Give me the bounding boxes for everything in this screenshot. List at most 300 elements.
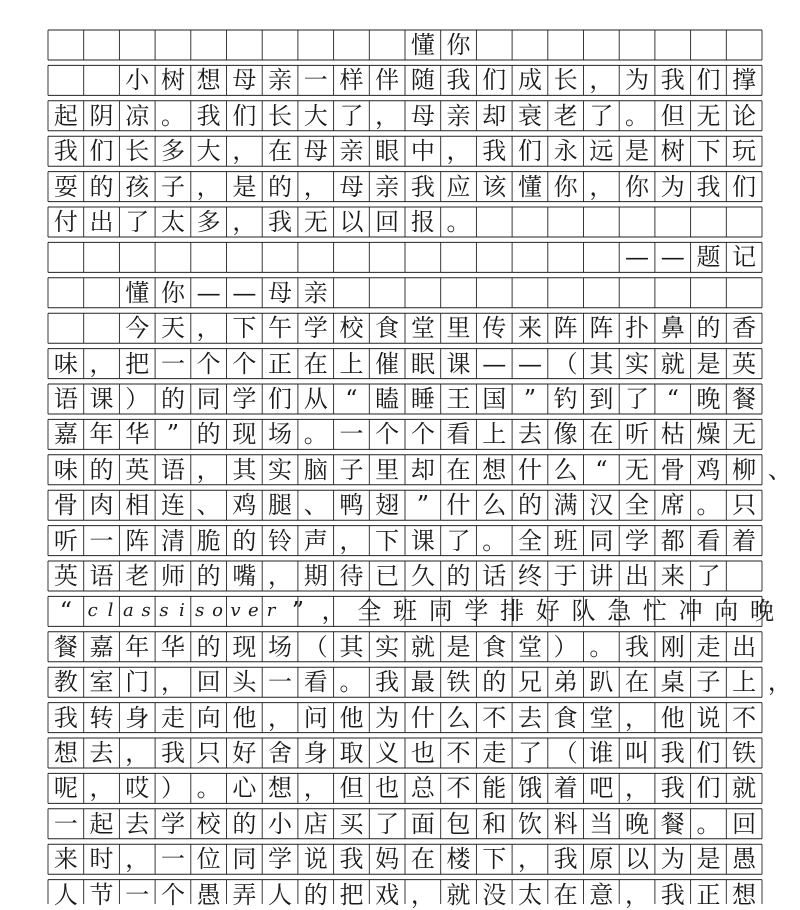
grid-character: 话 bbox=[482, 562, 507, 590]
grid-character: 却 bbox=[482, 101, 507, 130]
grid-character: 忙 bbox=[642, 597, 667, 626]
grid-character: 们 bbox=[482, 66, 507, 95]
grid-character: 了 bbox=[517, 739, 542, 767]
grid-character: 母 bbox=[410, 101, 435, 130]
grid-character: 枯 bbox=[660, 420, 685, 449]
grid-character: — bbox=[232, 278, 257, 307]
essay-line bbox=[48, 101, 762, 131]
grid-character: 买 bbox=[339, 809, 364, 838]
grid-character: 骨 bbox=[53, 491, 78, 520]
grid-character: 走 bbox=[482, 739, 507, 767]
grid-character: 我 bbox=[660, 774, 685, 803]
grid-character: 听 bbox=[53, 526, 78, 555]
grid-character: 回 bbox=[732, 809, 757, 838]
grid-character: 现 bbox=[232, 632, 257, 661]
grid-character: 小 bbox=[125, 66, 150, 95]
grid-character: 燥 bbox=[696, 420, 721, 449]
grid-character: 清 bbox=[160, 526, 185, 555]
grid-character: 去 bbox=[89, 739, 114, 767]
grid-character: 午 bbox=[268, 314, 293, 343]
grid-character: 趴 bbox=[589, 668, 614, 697]
grid-character: 衰 bbox=[517, 101, 542, 130]
grid-character: 。 bbox=[160, 101, 185, 130]
grid-character: e bbox=[247, 600, 259, 622]
grid-character: （ bbox=[303, 632, 328, 661]
grid-character: 实 bbox=[375, 632, 400, 661]
grid-character: 包 bbox=[446, 809, 471, 838]
grid-character: （ bbox=[553, 739, 578, 767]
grid-character: 们 bbox=[517, 137, 542, 166]
grid-character: 。 bbox=[196, 774, 221, 803]
grid-character: 的 bbox=[160, 385, 185, 413]
grid-character: 食 bbox=[553, 703, 578, 732]
grid-character: 身 bbox=[303, 739, 328, 767]
grid-character: “ bbox=[345, 385, 358, 413]
grid-character: 鸡 bbox=[232, 491, 257, 520]
grid-character: 却 bbox=[410, 455, 435, 484]
grid-character: 班 bbox=[392, 597, 417, 626]
grid-character: 大 bbox=[303, 101, 328, 130]
grid-character: 说 bbox=[303, 845, 328, 874]
grid-character: 像 bbox=[553, 420, 578, 449]
grid-character: 的 bbox=[232, 526, 257, 555]
grid-character: 伴 bbox=[375, 66, 400, 95]
grid-character: 料 bbox=[553, 809, 578, 838]
grid-character: 起 bbox=[89, 809, 114, 838]
grid-character: 看 bbox=[303, 668, 328, 697]
grid-character: 意 bbox=[589, 880, 614, 909]
grid-character: 个 bbox=[232, 349, 257, 378]
grid-character: 是 bbox=[232, 172, 257, 201]
grid-character: 眠 bbox=[410, 349, 435, 378]
essay-line bbox=[48, 632, 762, 662]
grid-character: 在 bbox=[589, 420, 614, 449]
grid-character: 王 bbox=[446, 385, 471, 413]
grid-character: 我 bbox=[268, 208, 293, 236]
grid-character: 就 bbox=[732, 774, 757, 803]
grid-character: ） bbox=[553, 632, 578, 661]
grid-character: 腿 bbox=[268, 491, 293, 520]
grid-character: 、 bbox=[303, 491, 328, 520]
grid-character: 舍 bbox=[268, 739, 293, 767]
grid-character: 味 bbox=[53, 349, 78, 378]
grid-character: ， bbox=[232, 137, 257, 166]
grid-character: 个 bbox=[160, 880, 185, 909]
grid-character: 来 bbox=[517, 314, 542, 343]
grid-character: 是 bbox=[696, 845, 721, 874]
grid-character: 的 bbox=[446, 562, 471, 590]
grid-character: 急 bbox=[607, 597, 632, 626]
essay-line bbox=[48, 313, 762, 343]
grid-character: 呢 bbox=[53, 774, 78, 803]
grid-character: ” bbox=[291, 597, 305, 626]
grid-character: 睡 bbox=[410, 385, 435, 413]
grid-character: 么 bbox=[553, 455, 578, 484]
grid-character: 餐 bbox=[53, 632, 78, 661]
grid-character: 骨 bbox=[660, 455, 685, 484]
grid-character: s bbox=[159, 600, 169, 622]
grid-character: ， bbox=[446, 137, 471, 166]
grid-character: 们 bbox=[732, 172, 757, 201]
grid-character: 我 bbox=[625, 632, 650, 661]
grid-character: 英 bbox=[53, 562, 78, 590]
grid-character: 。 bbox=[303, 420, 328, 449]
grid-character: 个 bbox=[196, 349, 221, 378]
grid-character: 下 bbox=[696, 137, 721, 166]
grid-character: 。 bbox=[696, 491, 721, 520]
grid-character: 愚 bbox=[732, 845, 757, 874]
grid-character: 年 bbox=[125, 632, 150, 661]
grid-character: 们 bbox=[232, 101, 257, 130]
grid-character: 我 bbox=[410, 172, 435, 201]
grid-character: ” bbox=[523, 385, 537, 413]
grid-character: 我 bbox=[446, 66, 471, 95]
grid-character: 下 bbox=[375, 526, 400, 555]
grid-character: 就 bbox=[410, 632, 435, 661]
grid-character: 同 bbox=[196, 385, 221, 413]
grid-character: l bbox=[107, 600, 114, 622]
grid-character: 们 bbox=[89, 137, 114, 166]
grid-character: 的 bbox=[196, 420, 221, 449]
grid-character: 语 bbox=[89, 562, 114, 590]
grid-character: 吧 bbox=[589, 774, 614, 803]
grid-character: 。 bbox=[589, 632, 614, 661]
grid-character: 兄 bbox=[517, 668, 542, 697]
grid-character: 在 bbox=[303, 349, 328, 378]
grid-character: “ bbox=[666, 385, 679, 413]
grid-character: 传 bbox=[482, 314, 507, 343]
grid-character: 妈 bbox=[375, 845, 400, 874]
grid-character: 天 bbox=[160, 314, 185, 343]
grid-character: 时 bbox=[89, 845, 114, 874]
grid-character: 楼 bbox=[446, 845, 471, 874]
grid-character: 回 bbox=[196, 668, 221, 697]
essay-line bbox=[48, 172, 762, 202]
grid-character: 到 bbox=[589, 385, 614, 413]
grid-character: 当 bbox=[589, 809, 614, 838]
grid-character: 取 bbox=[339, 739, 364, 767]
grid-character: 你 bbox=[625, 172, 650, 201]
grid-character: 你 bbox=[160, 278, 185, 307]
grid-character: 的 bbox=[196, 632, 221, 661]
grid-character: 愚 bbox=[196, 880, 221, 909]
grid-character: 子 bbox=[339, 455, 364, 484]
grid-character: 课 bbox=[410, 526, 435, 555]
grid-character: 是 bbox=[696, 349, 721, 378]
grid-character: 、 bbox=[196, 491, 221, 520]
essay-line bbox=[48, 526, 762, 556]
grid-character: 为 bbox=[660, 172, 685, 201]
grid-character: 队 bbox=[571, 597, 596, 626]
grid-character: 实 bbox=[625, 349, 650, 378]
grid-character: 们 bbox=[696, 774, 721, 803]
grid-character: 同 bbox=[589, 526, 614, 555]
grid-character: 身 bbox=[125, 703, 150, 732]
grid-character: ， bbox=[125, 739, 150, 767]
grid-character: 食 bbox=[375, 314, 400, 343]
grid-character: i bbox=[178, 600, 185, 622]
grid-character: 正 bbox=[696, 880, 721, 909]
grid-character: 汉 bbox=[589, 491, 614, 520]
grid-character: 学 bbox=[303, 314, 328, 343]
grid-character: 一 bbox=[339, 420, 364, 449]
grid-character: 去 bbox=[517, 420, 542, 449]
grid-character: 弄 bbox=[232, 880, 257, 909]
grid-character: 已 bbox=[375, 562, 400, 590]
grid-character: 们 bbox=[696, 66, 721, 95]
grid-character: 人 bbox=[53, 880, 78, 909]
grid-character: ） bbox=[125, 385, 150, 413]
grid-character: 什 bbox=[517, 455, 542, 484]
grid-character: 华 bbox=[125, 420, 150, 449]
grid-character: 能 bbox=[482, 774, 507, 803]
grid-character: ， bbox=[196, 314, 221, 343]
grid-character: 我 bbox=[696, 172, 721, 201]
grid-character: 向 bbox=[196, 703, 221, 732]
grid-character: 子 bbox=[696, 668, 721, 697]
grid-character: 什 bbox=[446, 491, 471, 520]
grid-character: — bbox=[625, 243, 650, 272]
grid-character: 场 bbox=[268, 420, 293, 449]
grid-character: 终 bbox=[517, 562, 542, 590]
grid-character: 无 bbox=[625, 455, 650, 484]
grid-character: 来 bbox=[660, 562, 685, 590]
essay-line bbox=[48, 880, 762, 910]
grid-character: 我 bbox=[53, 703, 78, 732]
grid-character: 题 bbox=[696, 243, 721, 272]
grid-character: 下 bbox=[482, 845, 507, 874]
grid-character: 无 bbox=[732, 420, 757, 449]
grid-character: ， bbox=[160, 668, 185, 697]
grid-character: 他 bbox=[339, 703, 364, 732]
grid-character: 在 bbox=[410, 845, 435, 874]
grid-character: “ bbox=[595, 455, 608, 484]
grid-character: 饿 bbox=[517, 774, 542, 803]
grid-character: 上 bbox=[482, 420, 507, 449]
grid-character: 声 bbox=[303, 526, 328, 555]
grid-character: 今 bbox=[125, 314, 150, 343]
grid-character: o bbox=[212, 600, 223, 622]
grid-character: 年 bbox=[89, 420, 114, 449]
grid-character: ， bbox=[410, 880, 435, 909]
grid-character: 心 bbox=[232, 774, 257, 803]
grid-character: 晚 bbox=[625, 809, 650, 838]
grid-character: 饮 bbox=[517, 809, 542, 838]
grid-character: 来 bbox=[53, 845, 78, 874]
grid-character: 是 bbox=[625, 137, 650, 166]
grid-character: 多 bbox=[160, 137, 185, 166]
grid-character: 没 bbox=[482, 880, 507, 909]
grid-character: 我 bbox=[160, 739, 185, 767]
grid-character: 们 bbox=[696, 739, 721, 767]
grid-character: “ bbox=[59, 597, 72, 626]
grid-character: 阴 bbox=[89, 101, 114, 130]
grid-character: 无 bbox=[303, 208, 328, 236]
grid-character: 的 bbox=[482, 668, 507, 697]
grid-character: 节 bbox=[89, 880, 114, 909]
grid-character: 只 bbox=[196, 739, 221, 767]
grid-character: 学 bbox=[160, 809, 185, 838]
grid-character: v bbox=[230, 600, 241, 622]
grid-character: ， bbox=[589, 66, 614, 95]
grid-character: 亲 bbox=[303, 278, 328, 307]
grid-character: ， bbox=[625, 880, 650, 909]
grid-character: 为 bbox=[375, 703, 400, 732]
grid-character: ， bbox=[268, 562, 293, 590]
grid-character: 听 bbox=[625, 420, 650, 449]
grid-character: 瞌 bbox=[375, 385, 400, 413]
grid-character: 以 bbox=[625, 845, 650, 874]
grid-character: 。 bbox=[696, 809, 721, 838]
grid-character: ， bbox=[232, 208, 257, 236]
grid-character: 排 bbox=[500, 597, 525, 626]
grid-character: 的 bbox=[232, 809, 257, 838]
grid-character: 叫 bbox=[625, 739, 650, 767]
grid-character: 永 bbox=[553, 137, 578, 166]
grid-character: 嘉 bbox=[53, 420, 78, 449]
grid-character: 全 bbox=[517, 526, 542, 555]
grid-character: 亲 bbox=[375, 172, 400, 201]
grid-character: 只 bbox=[732, 491, 757, 520]
essay-line bbox=[48, 242, 762, 272]
grid-character: 场 bbox=[268, 632, 293, 661]
grid-character: 中 bbox=[410, 137, 435, 166]
grid-character: 母 bbox=[268, 278, 293, 307]
essay-line bbox=[48, 207, 762, 237]
grid-character: 记 bbox=[732, 243, 757, 272]
grid-character: 餐 bbox=[660, 809, 685, 838]
grid-character: 。 bbox=[482, 526, 507, 555]
grid-character: 英 bbox=[125, 455, 150, 484]
grid-character: 学 bbox=[232, 385, 257, 413]
grid-character: 堂 bbox=[589, 703, 614, 732]
grid-character: 了 bbox=[339, 101, 364, 130]
grid-character: 了 bbox=[696, 562, 721, 590]
grid-character: 义 bbox=[375, 739, 400, 767]
grid-character: ， bbox=[125, 845, 150, 874]
grid-character: ， bbox=[767, 668, 792, 697]
grid-character: 在 bbox=[268, 137, 293, 166]
grid-character: 校 bbox=[339, 314, 364, 343]
grid-character: 戏 bbox=[375, 880, 400, 909]
grid-character: 的 bbox=[196, 562, 221, 590]
grid-character: 全 bbox=[357, 597, 382, 626]
grid-character: 转 bbox=[89, 703, 114, 732]
grid-character: 阵 bbox=[125, 526, 150, 555]
grid-character: 不 bbox=[446, 774, 471, 803]
grid-character: 。 bbox=[625, 101, 650, 130]
grid-character: 刚 bbox=[660, 632, 685, 661]
grid-character: 鸭 bbox=[339, 491, 364, 520]
grid-character: 脑 bbox=[303, 455, 328, 484]
grid-character: 弟 bbox=[553, 668, 578, 697]
grid-character: 的 bbox=[268, 172, 293, 201]
grid-character: 看 bbox=[696, 526, 721, 555]
grid-character: 但 bbox=[339, 774, 364, 803]
essay-line bbox=[48, 30, 762, 60]
grid-character: 原 bbox=[589, 845, 614, 874]
grid-character: 出 bbox=[89, 208, 114, 236]
grid-character: ， bbox=[196, 455, 221, 484]
essay-line bbox=[48, 667, 792, 697]
grid-character: 铁 bbox=[732, 739, 757, 767]
grid-character: 学 bbox=[268, 845, 293, 874]
grid-character: 我 bbox=[660, 66, 685, 95]
grid-character: 校 bbox=[196, 809, 221, 838]
grid-character: — bbox=[660, 243, 685, 272]
grid-character: 华 bbox=[160, 632, 185, 661]
grid-character: — bbox=[196, 278, 221, 307]
grid-character: ， bbox=[589, 172, 614, 201]
grid-character: 桌 bbox=[660, 668, 685, 697]
essay-line bbox=[48, 349, 762, 379]
grid-character: 长 bbox=[268, 101, 293, 130]
grid-character: 出 bbox=[625, 562, 650, 590]
grid-character: 面 bbox=[410, 809, 435, 838]
grid-character: 的 bbox=[89, 172, 114, 201]
grid-character: 全 bbox=[625, 491, 650, 520]
grid-character: 去 bbox=[125, 809, 150, 838]
grid-character: r bbox=[266, 600, 276, 622]
grid-character: 课 bbox=[446, 349, 471, 378]
grid-character: 撑 bbox=[732, 66, 757, 95]
grid-character: 语 bbox=[160, 455, 185, 484]
grid-character: 想 bbox=[732, 880, 757, 909]
grid-character: 阵 bbox=[589, 314, 614, 343]
grid-character: 堂 bbox=[410, 314, 435, 343]
grid-character: 树 bbox=[160, 66, 185, 95]
grid-character: 学 bbox=[625, 526, 650, 555]
grid-character: 门 bbox=[125, 668, 150, 697]
grid-character: 期 bbox=[303, 562, 328, 590]
grid-character: 把 bbox=[339, 880, 364, 909]
grid-character: 鼻 bbox=[660, 314, 685, 343]
grid-character: 阵 bbox=[553, 314, 578, 343]
grid-character: 样 bbox=[339, 66, 364, 95]
grid-character: 我 bbox=[375, 668, 400, 697]
grid-character: 走 bbox=[160, 703, 185, 732]
grid-character: 也 bbox=[375, 774, 400, 803]
essay-line bbox=[48, 490, 762, 520]
grid-character: 同 bbox=[428, 597, 453, 626]
grid-character: 于 bbox=[553, 562, 578, 590]
grid-character: 在 bbox=[625, 668, 650, 697]
grid-character: 起 bbox=[53, 101, 78, 130]
grid-character: 催 bbox=[375, 349, 400, 378]
grid-character: 你 bbox=[553, 172, 578, 201]
grid-character: 实 bbox=[268, 455, 293, 484]
grid-character: 我 bbox=[339, 845, 364, 874]
grid-character: 的 bbox=[517, 491, 542, 520]
grid-character: 凉 bbox=[125, 101, 150, 130]
grid-character: 我 bbox=[53, 137, 78, 166]
grid-character: 头 bbox=[232, 668, 257, 697]
grid-character: 其 bbox=[232, 455, 257, 484]
essay-line bbox=[48, 384, 762, 414]
grid-character: ， bbox=[196, 172, 221, 201]
grid-character: 去 bbox=[517, 703, 542, 732]
grid-character: 我 bbox=[482, 137, 507, 166]
grid-character: 一 bbox=[268, 668, 293, 697]
grid-character: 连 bbox=[160, 491, 185, 520]
grid-character: 一 bbox=[53, 809, 78, 838]
grid-character: 上 bbox=[732, 668, 757, 697]
grid-character: 教 bbox=[53, 668, 78, 697]
grid-character: 付 bbox=[53, 208, 78, 236]
essay-line bbox=[48, 278, 762, 308]
grid-character: 好 bbox=[232, 739, 257, 767]
grid-character: 们 bbox=[268, 385, 293, 413]
